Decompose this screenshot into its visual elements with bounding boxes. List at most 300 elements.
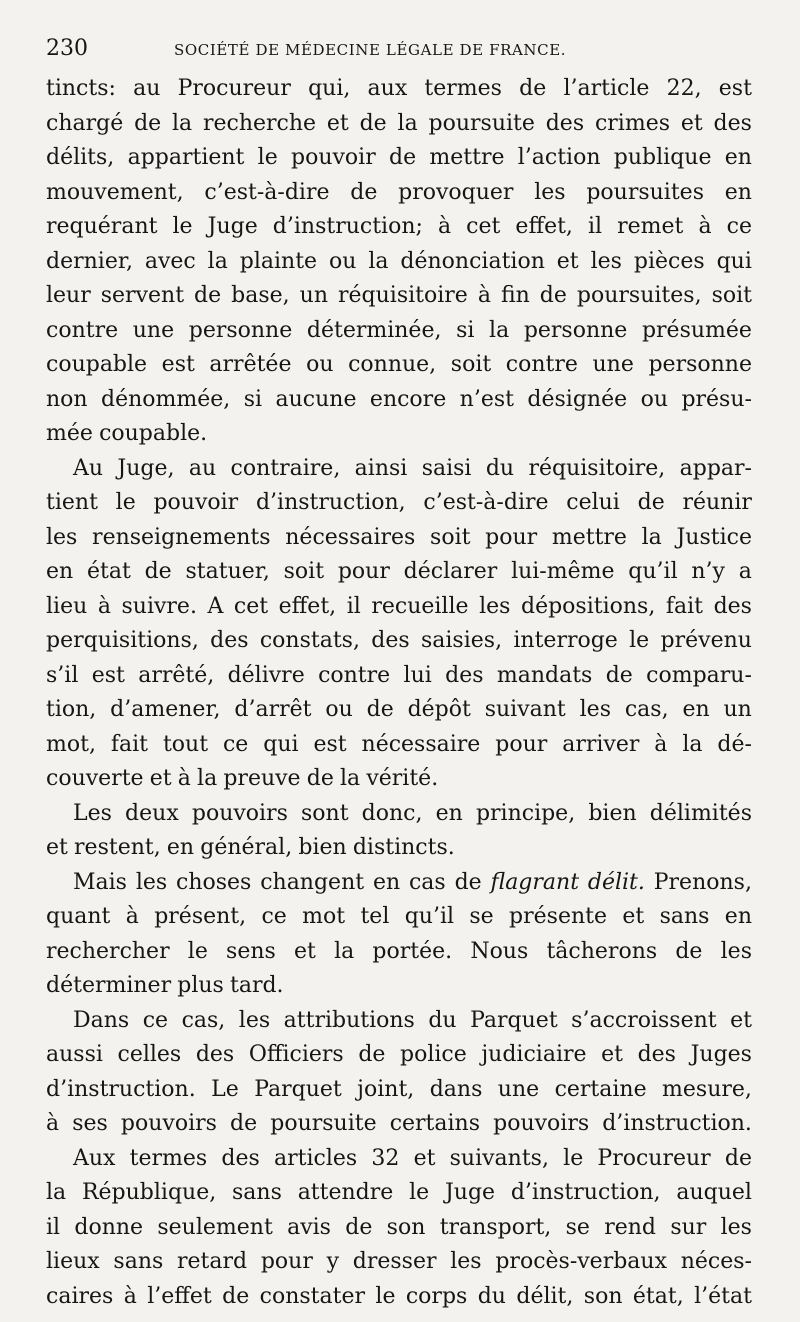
- word: ses: [72, 1111, 108, 1136]
- text-line: [46, 279, 752, 314]
- word: néces-: [680, 1249, 752, 1274]
- word: requérant: [46, 214, 158, 239]
- word: tient: [46, 490, 98, 515]
- word: qui,: [308, 76, 351, 101]
- word: le: [257, 145, 278, 170]
- word: République,: [81, 1180, 217, 1205]
- text-line: [46, 866, 752, 901]
- word: ou: [325, 697, 353, 722]
- word: c’est-à-dire: [204, 179, 330, 205]
- word: délit,: [516, 1283, 574, 1309]
- word: d’instruction,: [510, 1180, 661, 1205]
- word: l’état: [694, 1283, 752, 1309]
- word: en: [682, 697, 710, 722]
- text-line: [46, 176, 752, 211]
- text-line: [46, 693, 752, 728]
- word: aucune: [275, 386, 357, 412]
- word: d’instruction.: [46, 1076, 196, 1102]
- word: Juges: [690, 1042, 752, 1067]
- word: délimités: [649, 800, 752, 826]
- word: attendre: [297, 1180, 394, 1205]
- word: de: [637, 490, 665, 515]
- word: publique: [613, 145, 712, 170]
- word: sans: [659, 904, 710, 929]
- word: qui: [263, 731, 299, 757]
- text-line: [46, 72, 752, 107]
- word: d’instruction;: [272, 214, 423, 239]
- word: d’arrêt: [234, 697, 312, 722]
- word: n’est: [459, 386, 514, 412]
- text-line: [46, 1245, 752, 1280]
- word: d’instruction.: [602, 1111, 752, 1136]
- word: joint,: [357, 1076, 415, 1102]
- word: pouvoirs: [191, 800, 288, 826]
- word: changent: [260, 869, 365, 895]
- word: attributions: [283, 1007, 415, 1033]
- word: contraire,: [230, 455, 341, 481]
- word: dé-: [717, 731, 752, 757]
- word: sont: [301, 800, 349, 826]
- word: et: [680, 110, 703, 136]
- word: à: [46, 1111, 60, 1136]
- text-line: [46, 1073, 752, 1108]
- word: pour: [260, 1249, 313, 1274]
- word: du: [477, 1283, 506, 1309]
- word: constats,: [259, 628, 360, 653]
- word: de: [350, 179, 378, 205]
- word: contre: [46, 317, 119, 343]
- word: provoquer: [398, 179, 514, 205]
- word: auquel: [676, 1180, 752, 1205]
- text-line: [46, 969, 752, 1004]
- word: remet: [617, 214, 684, 239]
- word: pouvoirs: [120, 1111, 217, 1136]
- word: mettre: [429, 145, 505, 170]
- word: coupable.: [99, 421, 208, 446]
- word: pouvoir: [291, 145, 376, 170]
- word: lui: [403, 662, 432, 688]
- word: des: [195, 1042, 235, 1067]
- text-line: [46, 659, 752, 694]
- word: cet: [233, 593, 269, 619]
- word: constater: [259, 1283, 366, 1309]
- word: principe,: [475, 800, 576, 826]
- word: et: [326, 110, 349, 136]
- word: des: [545, 110, 585, 136]
- word: poursuite: [270, 1111, 377, 1136]
- word: Officiers: [248, 1042, 344, 1067]
- text-line: [46, 555, 752, 590]
- word: suivre.: [121, 593, 197, 619]
- word: n’y: [691, 559, 725, 584]
- word: lieux: [46, 1249, 100, 1274]
- word: corps: [405, 1283, 468, 1309]
- text-line: [46, 1211, 752, 1246]
- word: comparu-: [646, 662, 752, 688]
- word: il: [588, 214, 603, 239]
- word: de: [454, 869, 482, 895]
- word: des: [713, 593, 752, 619]
- text-line: [46, 1004, 752, 1039]
- word: les: [579, 697, 611, 722]
- word: lui-même: [511, 559, 615, 584]
- word: la: [682, 731, 703, 757]
- word: les: [135, 869, 168, 895]
- word: la: [368, 248, 389, 274]
- text-line: [46, 624, 752, 659]
- word: dernier,: [46, 248, 133, 274]
- word: Les: [73, 800, 112, 826]
- word: dépôt: [407, 697, 471, 722]
- word: aux: [367, 76, 408, 101]
- word: cas,: [624, 697, 669, 722]
- word: en: [46, 559, 74, 584]
- word: de: [359, 110, 387, 136]
- word: et: [294, 938, 316, 964]
- page-number: 230: [46, 36, 88, 61]
- word: les: [450, 1249, 482, 1274]
- text-line: [46, 935, 752, 970]
- text-line: [46, 1142, 752, 1177]
- word: de: [539, 283, 567, 308]
- word: des: [221, 1145, 260, 1171]
- word: 22,: [666, 76, 702, 101]
- word: qu’il: [404, 904, 455, 929]
- word: s’il: [46, 662, 79, 688]
- word: judiciaire: [481, 1042, 587, 1067]
- word: déclarer: [403, 559, 498, 584]
- word: de: [222, 1283, 250, 1309]
- word: celles: [117, 1042, 182, 1067]
- word: ainsi: [354, 455, 408, 481]
- word: pièces: [633, 248, 705, 274]
- word: Prenons,: [653, 869, 752, 895]
- word: articles: [274, 1145, 358, 1171]
- word: désignée: [527, 386, 628, 412]
- word: tard.: [229, 973, 284, 998]
- word: se: [469, 904, 494, 929]
- word: donne: [74, 1214, 144, 1240]
- word: en: [372, 869, 401, 895]
- word: le: [409, 1180, 430, 1205]
- word: présu-: [681, 386, 752, 412]
- word: de: [366, 697, 394, 722]
- word: il: [346, 593, 361, 619]
- running-head: SOCIÉTÉ DE MÉDECINE LÉGALE DE FRANCE.: [174, 41, 567, 59]
- word: des: [637, 1042, 676, 1067]
- word: distincts.: [352, 835, 455, 860]
- word: mée: [46, 421, 93, 446]
- word: la: [46, 1180, 67, 1205]
- word: et: [413, 1145, 436, 1171]
- italic-word: délit.: [587, 869, 645, 895]
- word: fait: [665, 593, 704, 619]
- word: suivant: [484, 697, 566, 722]
- word: procès-verbaux: [495, 1249, 667, 1274]
- word: est: [718, 76, 752, 101]
- word: Procureur: [597, 1145, 711, 1171]
- word: police: [400, 1042, 467, 1067]
- word: recueille: [371, 593, 469, 619]
- text-line: [46, 831, 752, 866]
- word: avec: [144, 248, 196, 274]
- word: les: [720, 938, 752, 964]
- word: déterminer: [46, 973, 172, 998]
- word: en: [166, 835, 195, 860]
- word: certains: [389, 1111, 481, 1136]
- word: des: [371, 628, 410, 653]
- word: la: [172, 110, 193, 136]
- word: Nous: [470, 938, 529, 964]
- word: ce: [142, 1007, 169, 1033]
- word: mandats: [496, 662, 593, 688]
- word: la: [397, 110, 418, 136]
- word: et: [622, 904, 645, 929]
- word: à: [125, 904, 139, 929]
- word: poursuite: [428, 110, 535, 136]
- word: au: [188, 455, 217, 481]
- word: les: [238, 1007, 271, 1033]
- word: deux: [125, 800, 179, 826]
- word: de: [134, 110, 162, 136]
- word: l’article: [563, 76, 650, 101]
- word: en: [724, 179, 752, 205]
- word: effet,: [278, 593, 337, 619]
- word: présumée: [641, 317, 752, 343]
- word: statuer,: [185, 559, 270, 584]
- word: encore: [369, 386, 447, 412]
- word: tâcherons: [546, 938, 658, 964]
- word: nécessaire: [361, 731, 481, 757]
- word: à: [477, 283, 491, 308]
- word: Juge: [444, 1180, 496, 1205]
- word: de: [144, 559, 172, 584]
- word: appar-: [679, 455, 752, 481]
- word: lieu: [46, 593, 88, 619]
- word: personne: [523, 317, 628, 343]
- text-line: [46, 486, 752, 521]
- text-line: [46, 245, 752, 280]
- word: le: [375, 1283, 396, 1309]
- word: mettre: [551, 524, 627, 550]
- word: personne: [648, 352, 752, 377]
- word: ce: [222, 731, 249, 757]
- word: perquisitions,: [46, 628, 199, 653]
- word: mouvement,: [46, 179, 184, 205]
- word: chargé: [46, 110, 124, 136]
- word: réunir: [682, 490, 752, 515]
- word: plainte: [239, 248, 318, 274]
- text-line: [46, 728, 752, 763]
- word: un: [299, 283, 329, 308]
- text-line: [46, 1280, 752, 1315]
- word: réquisitoire,: [528, 455, 666, 481]
- word: celui: [566, 490, 620, 515]
- word: réquisitoire: [338, 283, 468, 308]
- word: de: [358, 1042, 386, 1067]
- word: Dans: [73, 1007, 130, 1033]
- word: saisi: [421, 455, 472, 481]
- text-line: [46, 1176, 752, 1211]
- text-line: [46, 797, 752, 832]
- word: tout: [162, 731, 209, 757]
- word: termes: [424, 76, 502, 101]
- word: seulement: [157, 1214, 273, 1240]
- text-line: [46, 900, 752, 935]
- word: est: [161, 352, 195, 377]
- text-line: [46, 348, 752, 383]
- word: des: [210, 628, 249, 653]
- word: aussi: [46, 1042, 103, 1067]
- word: général,: [200, 835, 293, 860]
- word: des: [445, 662, 484, 688]
- word: avis: [287, 1214, 331, 1240]
- word: la: [197, 766, 218, 791]
- word: interroge: [513, 628, 618, 653]
- word: non: [46, 386, 88, 412]
- word: caires: [46, 1283, 114, 1309]
- word: déterminée,: [306, 317, 442, 343]
- word: du: [485, 455, 515, 481]
- word: transport,: [439, 1214, 552, 1240]
- word: Au: [73, 455, 104, 481]
- word: de: [230, 1111, 258, 1136]
- word: Parquet: [470, 1007, 558, 1033]
- word: base,: [231, 283, 290, 308]
- word: le: [187, 938, 208, 964]
- text-line: [46, 762, 752, 797]
- word: prévenu: [660, 628, 752, 653]
- word: appartient: [127, 145, 245, 170]
- word: choses: [176, 869, 252, 895]
- word: et: [46, 835, 68, 860]
- word: est: [313, 731, 347, 757]
- word: fait: [110, 731, 149, 757]
- word: pour: [485, 524, 538, 550]
- word: Juge: [207, 214, 258, 239]
- word: de: [724, 1145, 752, 1171]
- word: portée.: [372, 938, 453, 964]
- word: à: [123, 1283, 137, 1309]
- word: Aux: [73, 1145, 116, 1171]
- word: servent: [100, 283, 185, 308]
- word: connue,: [348, 352, 437, 377]
- word: il: [46, 1214, 61, 1240]
- page-header: [46, 34, 752, 64]
- word: et: [601, 1042, 623, 1067]
- word: poursuites: [586, 179, 704, 205]
- italic-word: flagrant: [490, 869, 580, 895]
- word: dans: [429, 1076, 483, 1102]
- word: si: [243, 386, 263, 412]
- word: les: [534, 179, 566, 205]
- word: une: [497, 1076, 540, 1102]
- page-body: [46, 72, 752, 1314]
- word: le: [629, 628, 650, 653]
- word: retard: [177, 1249, 248, 1274]
- word: arriver: [562, 731, 640, 757]
- word: et: [149, 766, 172, 791]
- word: rend: [604, 1214, 657, 1240]
- word: les: [479, 593, 511, 619]
- word: contre: [318, 662, 391, 688]
- word: et: [556, 248, 579, 274]
- word: dresser: [352, 1249, 437, 1274]
- word: effet,: [515, 214, 573, 239]
- word: de: [519, 76, 547, 101]
- word: soit: [430, 524, 471, 550]
- word: sens: [226, 938, 276, 964]
- word: se: [565, 1214, 590, 1240]
- word: pour: [495, 731, 548, 757]
- text-line: [46, 210, 752, 245]
- word: de: [345, 1214, 373, 1240]
- word: certaine: [554, 1076, 647, 1102]
- word: au: [133, 76, 161, 101]
- word: le: [172, 214, 193, 239]
- text-line: [46, 521, 752, 556]
- text-line: [46, 417, 752, 452]
- word: les: [590, 248, 622, 274]
- text-line: [46, 107, 752, 142]
- word: de: [306, 766, 334, 791]
- word: de: [389, 145, 417, 170]
- word: son: [386, 1214, 426, 1240]
- word: renseignements: [92, 524, 271, 550]
- word: la: [340, 766, 361, 791]
- word: ce: [726, 214, 752, 239]
- word: pouvoir: [153, 490, 239, 515]
- word: d’amener,: [110, 697, 221, 722]
- word: qu’il: [628, 559, 678, 584]
- word: coupable: [46, 352, 148, 377]
- word: tincts:: [46, 76, 116, 101]
- text-line: [46, 1038, 752, 1073]
- word: dénonciation: [400, 248, 545, 274]
- word: des: [713, 110, 752, 136]
- word: ou: [328, 248, 357, 274]
- word: mot,: [46, 731, 96, 757]
- word: fin: [500, 283, 530, 308]
- word: la: [207, 248, 228, 274]
- word: cas,: [181, 1007, 226, 1033]
- word: pouvoirs: [493, 1111, 590, 1136]
- word: présent,: [154, 904, 247, 929]
- word: une: [132, 317, 175, 343]
- text-line: [46, 590, 752, 625]
- word: leur: [46, 283, 91, 308]
- word: à: [654, 731, 668, 757]
- text-line: [46, 383, 752, 418]
- word: qui: [716, 248, 752, 274]
- word: si: [456, 317, 475, 343]
- word: ou: [306, 352, 334, 377]
- word: Juge,: [117, 455, 175, 481]
- word: présente: [509, 904, 608, 929]
- word: Procureur: [177, 76, 291, 101]
- word: A: [207, 593, 224, 619]
- word: sur: [670, 1214, 707, 1240]
- word: Justice: [676, 524, 752, 550]
- word: personne: [188, 317, 293, 343]
- word: délivre: [227, 662, 305, 688]
- word: plus: [177, 973, 224, 998]
- word: restent,: [74, 835, 161, 860]
- word: les: [720, 1214, 752, 1240]
- word: en: [435, 800, 463, 826]
- word: arrêté,: [138, 662, 215, 688]
- word: le: [563, 1145, 584, 1171]
